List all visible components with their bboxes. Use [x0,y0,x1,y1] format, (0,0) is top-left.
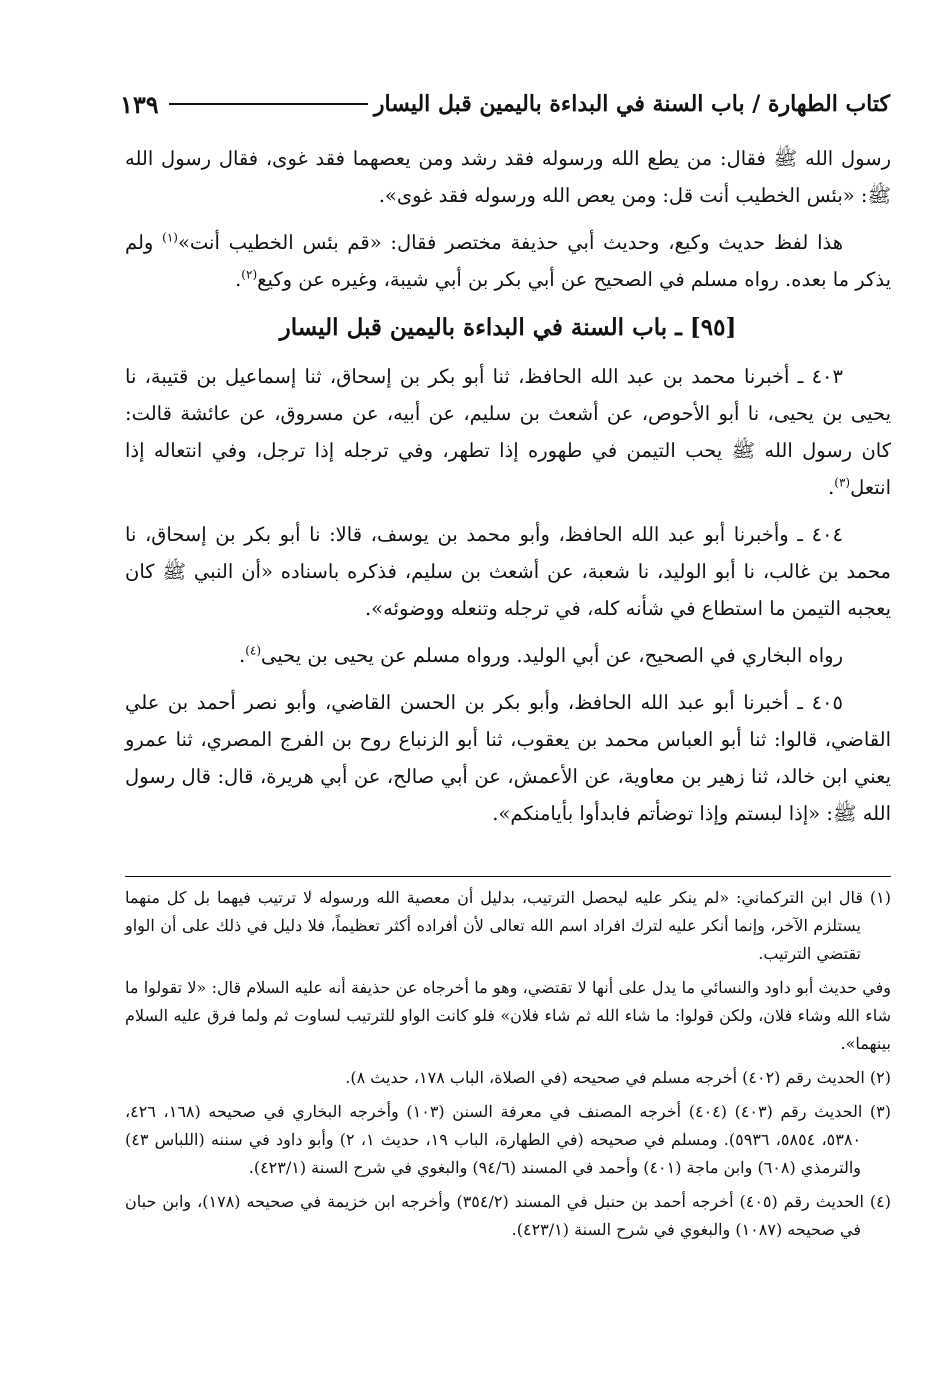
footnote-separator [125,876,891,877]
footnote-ref-1: (١) [162,230,178,245]
footnote-ref-4: (٤) [245,643,262,658]
footnote-3: (٣) الحديث رقم (٤٠٣) (٤٠٤) أخرجه المصنف في معرفة السنن (١٠٣) وأخرجه البخاري في صحيحه (١٦٨، ٤٢٦، ٥٣٨٠، ٥٨٥٤، ٥٩٣٦). ومسلم في صحيحه (في الطهارة، الباب ١٩، حديث ١، ٢) وأبو داود في سننه (اللباس ٤٣) والترمذي (٦٠٨) وابن ماجة (٤٠١) وأحمد في المسند (٩٤/٦) والبغوي في شرح السنة (٤٢٣/١). [125,1102,891,1177]
hadith-404: ٤٠٤ ـ وأخبرنا أبو عبد الله الحافظ، وأبو محمد بن يوسف، قالا: نا أبو بكر بن إسحاق، نا محمد بن غالب، نا أبو الوليد، نا شعبة، عن أشعث بن سليم، فذكره باسناده «أن النبي ﷺ كان يعجبه التيمن ما استطاع في شأنه كله، في ترجله وتنعله ووضوئه». [125,523,891,620]
header-title: كتاب الطهارة / باب السنة في البداءة باليمين قبل اليسار [373,91,890,117]
paragraph-text: ولم يذكر ما بعده. رواه مسلم في الصحيح عن أبي بكر بن أبي شيبة، وغيره عن وكيع [125,231,891,291]
footnote-1: (١) قال ابن التركماني: «لم ينكر عليه ليحصل الترتيب، بدليل أن معصية الله ورسوله لا ترتيب فيهما بل كل منهما يستلزم الآخر، وإنما أنكر عليه لترك افراد اسم الله تعالى لأن أفراده أكثر تعظيماً، فلا دليل في ذلك على أن الواو تقتضي الترتيب. [125,888,891,963]
page-number: ١٣٩ [120,89,159,119]
hadith-405: ٤٠٥ ـ أخبرنا أبو عبد الله الحافظ، وأبو بكر بن الحسن القاضي، وأبو نصر أحمد بن علي القاضي، قالوا: ثنا أبو العباس محمد بن يعقوب، ثنا أبو الزنباع روح بن الفرج المصري، ثنا عمرو يعني ابن خالد، ثنا زهير بن معاوية، عن الأعمش، عن أبي صالح، عن أبي هريرة، قال: قال رسول الله ﷺ: «إذا لبستم وإذا توضأتم فابدأوا بأيامنكم». [125,691,891,825]
footnote-1-continued: وفي حديث أبو داود والنسائي ما يدل على أنها لا تقتضي، وهو ما أخرجاه عن حذيفة أنه عليه السلام قال: «لا تقولوا ما شاء الله وشاء فلان، ولكن قولوا: ما شاء الله ثم شاء فلان» فلو كانت الواو للترتيب لساوت ثم ولما فرق عليه السلام بينهما». [125,978,892,1053]
hadith-403 [125,358,891,506]
footnote-ref-2: (٢) [241,267,258,282]
hadith-text: ٤٠٣ ـ أخبرنا محمد بن عبد الله الحافظ، ثنا أبو بكر بن إسحاق، ثنا إسماعيل بن قتيبة، نا يحيى بن يحيى، نا أبو الأحوص، عن أشعث بن سليم، عن أبيه، عن مسروق، عن عائشة قالت: كان رسول الله ﷺ يحب التيمن في طهوره إذا تطهر، وفي ترجله إذا ترجل، وفي انتعاله إذا انتعل [125,365,891,499]
running-header [120,84,890,124]
hadith-text: رواه البخاري في الصحيح، عن أبي الوليد. ورواه مسلم عن يحيى بن يحيى [261,644,843,667]
footnote-4: (٤) الحديث رقم (٤٠٥) أخرجه أحمد بن حنبل في المسند (٣٥٤/٢) وأخرجه ابن خزيمة في صحيحه (١٧٨)، وابن حبان في صحيحه (١٠٨٧) والبغوي في شرح السنة (٤٢٣/١). [125,1192,891,1239]
paragraph-continuation: رسول الله ﷺ فقال: من يطع الله ورسوله فقد رشد ومن يعصهما فقد غوى، فقال رسول الله ﷺ: «بئس الخطيب أنت قل: ومن يعص الله ورسوله فقد غوى». [125,147,891,207]
chapter-title: [٩٥] ـ باب السنة في البداءة باليمين قبل اليسار [279,314,737,341]
paragraph-note [125,224,891,298]
paragraph-end: . [828,476,835,499]
paragraph-end: . [238,644,246,667]
paragraph-end: . [235,268,242,291]
hadith-404-note [125,637,891,674]
footnotes [125,884,891,1250]
paragraph-text: هذا لفظ حديث وكيع، وحديث أبي حذيفة مختصر فقال: «قم بئس الخطيب أنت» [177,231,844,254]
footnote-2: (٢) الحديث رقم (٤٠٢) أخرجه مسلم في صحيحه (في الصلاة، الباب ١٧٨، حديث ٨). [345,1068,891,1087]
main-text [125,140,891,842]
footnote-ref-3: (٣) [834,475,851,490]
header-rule [169,103,368,105]
